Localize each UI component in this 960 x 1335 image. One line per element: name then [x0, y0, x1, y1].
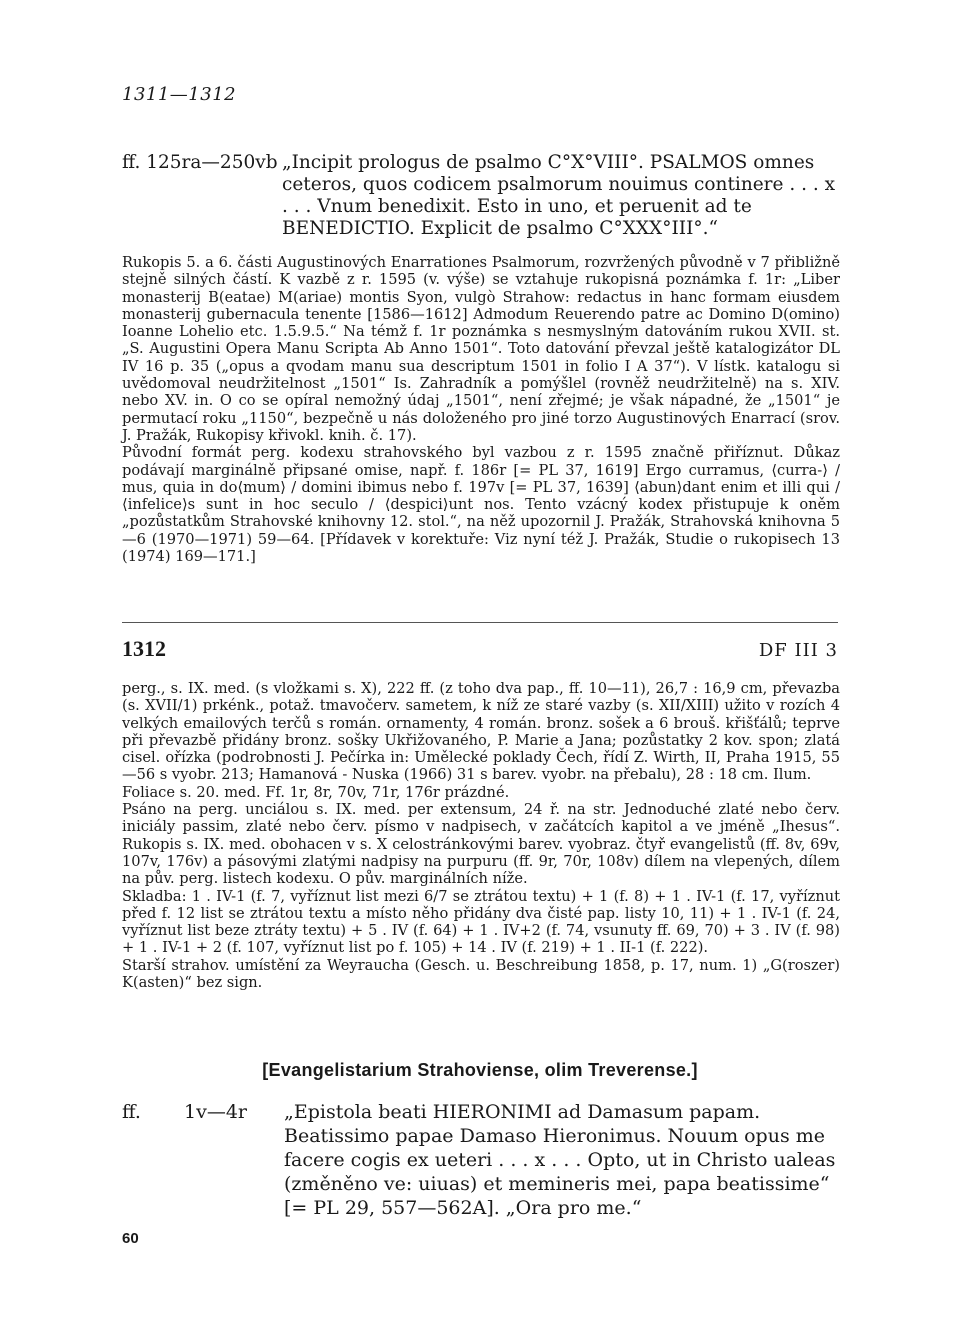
description-1312: [122, 680, 840, 991]
manuscript-title: [Evangelistarium Strahoviense, olim Treverense.]: [262, 1060, 698, 1080]
paragraph: Skladba: 1 . IV-1 (f. 7, vyříznut list mezi 6/7 se ztrátou textu) + 1 (f. 8) + 1 . IV-1 (f. 17, vyříznut před f. 12 list se ztrátou textu a místo něho přidány dva čisté pap. listy 10, 11) + 1 . IV-1 (f. 24, vyříznut list beze ztráty textu) + 5 . IV (f. 64) + 1 . IV+2 (f. 74, vsunuty ff. 69, 70) + 3 . IV (f. 98) + 1 . IV-1 + 2 (f. 107, vyříznut list po f. 105) + 14 . IV (f. 219) + 1 . II-1 (f. 222).: [122, 887, 840, 957]
shelfmark: DF III 3: [758, 640, 838, 661]
incipit-text: „Incipit prologus de psalmo C°X°VIII°. PSALMOS omnes ceteros, quos codicem psalmorum nouimus continere . . . x . . . Vnum benedixit. Esto in uno, et peruenit ad te BENEDICTIO. Explicit de psalmo C°XXX°III°.“: [282, 152, 836, 239]
page-number: 60: [122, 1230, 139, 1247]
manuscript-heading: [122, 636, 838, 662]
page-header-range: 1311—1312: [122, 84, 237, 105]
entry-1312-incipit: [122, 1100, 842, 1220]
paragraph: Rukopis 5. a 6. části Augustinových Enarrationes Psalmorum, rozvržených původně v 7 přibližně stejně silných částí. K vazbě z r. 1595 (v. výše) se vztahuje rukopisná poznámka f. 1r: „Liber monasterij B(eatae) M(ariae) montis Syon, vulgò Strahow: redactus in hanc formam eiusdem monasterij gubernacula tenente [1586—1612] Admodum Reuerendo patre ac Domino D(omino) Ioanne Lohelio etc. 1.5.9.5.“ Na témž f. 1r poznámka s nesmyslným datováním rukou XVII. st. „S. Augustini Opera Manu Scripta Ab Anno 1501“. Toto datování převzal ještě katalogizátor DL IV 16 p. 35 („opus a qvodam manu sua descriptum 1501 in folio I A 37“). V lístk. katalogu si uvědomoval neudržitelnost „1501“ Is. Zahradník a pomýšlel (rovněž neudržitelně) na s. XIV. nebo XV. in. O co se opíral nemožný údaj „1501“, není zřejmé; je však nápadné, že „1501“ je permutací roku „1150“, bezpečně u nás doloženého pro jiné torzo Augustinových Enarrací (srov. J. Pražák, Rukopisy křivokl. knih. č. 17).: [122, 254, 840, 444]
folio-label: ff.: [122, 1101, 141, 1123]
incipit-text: „Epistola beati HIERONIMI ad Damasum papam. Beatissimo papae Damaso Hieronimus. Nouum opus me facere cogis ex ueteri . . . x . . . Opto, ut in Christo ualeas (změněno ve: uiuas) et memineris mei, papa beatissime“ [= PL 29, 557—562A]. „Ora pro me.“: [284, 1101, 836, 1219]
paragraph: Starší strahov. umístění za Weyraucha (Gesch. u. Beschreibung 1858, p. 17, num. 1) „G(roszer) K(asten)“ bez sign.: [122, 956, 840, 992]
description-1311: [122, 254, 840, 565]
paragraph: perg., s. IX. med. (s vložkami s. X), 222 ff. (z toho dva pap., ff. 10—11), 26,7 : 16,9 cm, převazba (s. XVII/1) prkénk., potaž. tmavočerv. sametem, k níž ze staré vazby (s. XII/XIII) užito v rozích 4 velkých emailových terčů s román. ornamenty, 4 román. bronz. sošek a 6 brouš. křišťálů; teprve při převazbě přidány bronz. sošky Ukřižovaného, P. Marie a Jana; pozůstatky 2 kov. spon; zlatá cisel. ořízka (podrobnosti J. Pečírka in: Umělecké poklady Čech, řídí Z. Wirth, II, Praha 1915, 55—56 s vyobr. 213; Hamanová - Nuska (1966) 31 s barev. vyobr. na přebalu), 28 : 18 cm. Ilum.: [122, 680, 840, 784]
folio-reference: 1v—4r: [184, 1101, 247, 1123]
entry-1311-incipit: [122, 152, 842, 240]
paragraph: Psáno na perg. unciálou s. IX. med. per extensum, 24 ř. na str. Jednoduché zlaté nebo červ. iniciály passim, zlaté nebo červ. písmo v nadpisech, v začátcích kapitol a ve jméně „Ihesus“. Rukopis s. IX. med. obohacen v s. X celostránkovými barev. vyobraz. čtyř evangelistů (ff. 8v, 69v, 107v, 176v) a pásovými zlatými nadpisy na purpuru (ff. 9r, 70r, 108v) dílem na vlepených, dílem na pův. perg. listech kodexu. O pův. marginálních níže.: [122, 801, 840, 888]
section-divider: [122, 622, 838, 623]
paragraph: Foliace s. 20. med. Ff. 1r, 8r, 70v, 71r, 176r prázdné.: [122, 783, 510, 801]
paragraph: Původní formát perg. kodexu strahovského byl vazbou z r. 1595 značně přiříznut. Důkaz podávají marginálně připsané omise, např. f. 186r [= PL 37, 1619] Ergo curramus, ⟨curra-⟩ / mus, quia in do⟨mum⟩ / domini ibimus nebo f. 197v [= PL 37, 1639] ⟨abun⟩dant enim et illi qui / ⟨infelice⟩s sunt in hoc seculo / ⟨despici⟩unt nos. Tento vzácný kodex přistupuje k oněm „pozůstatkům Strahovské knihovny 12. stol.“, na něž upozornil J. Pražák, Strahovská knihovna 5—6 (1970—1971) 59—64. [Přídavek v korektuře: Viz nyní též J. Pražák, Studie o rukopisech 13 (1974) 169—171.]: [122, 444, 840, 566]
folio-reference: ff. 125ra—250vb: [122, 152, 278, 173]
manuscript-number: 1312: [122, 636, 166, 661]
